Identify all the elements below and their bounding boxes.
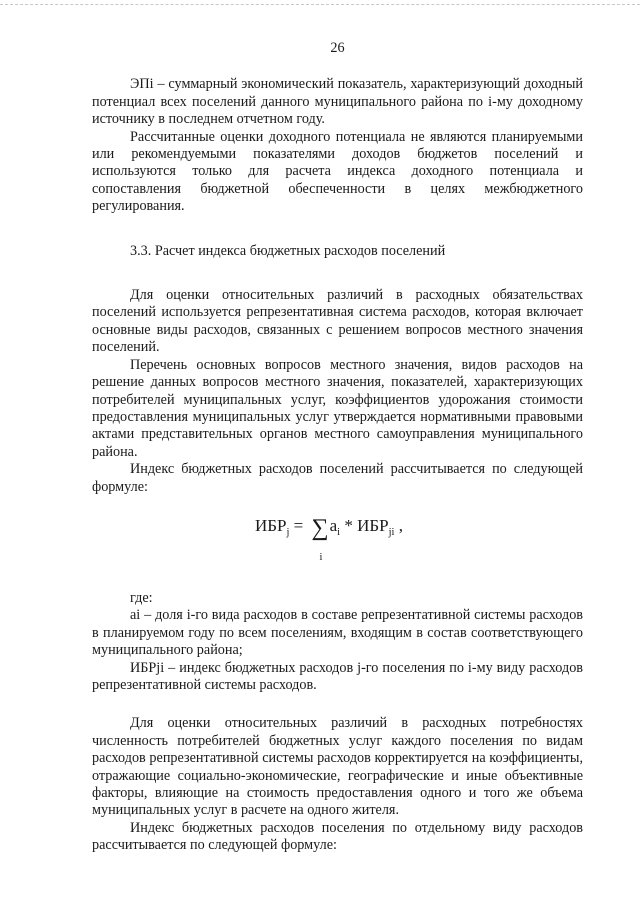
sum-symbol [311,514,329,563]
formula-share-subscript: i [337,526,341,538]
page-number: 26 [330,40,345,56]
paragraph-gap [92,694,583,715]
formula-comma: , [398,515,403,535]
where-label: где: [130,589,153,606]
paragraph-list-of-issues: Перечень основных вопросов местного значения, видов расходов на решение данных вопросов местного значения, показателей, характеризующих потребителей муниципальных услуг, коэффициентов удорожания стоимости предоставления муниципальных услуг утверждается нормативными правовыми актами представительных органов местного самоуправления муниципального района. [92,356,583,460]
paragraph-representative-system: Для оценки относительных различий в расходных обязательствах поселений используется репрезентативная система расходов, которая включает основные виды расходов, связанных с решением вопросов местного значения поселений. [92,287,583,356]
paragraph-index-formula-intro: Индекс бюджетных расходов поселений рассчитывается по следующей формуле: [92,461,583,495]
formula-equals: = [293,515,304,535]
sum-index: i [319,551,323,563]
formula-lhs: ИБР [255,515,287,535]
sigma-glyph: ∑ [311,514,329,541]
formula-rhs-subscript: ji [388,526,395,538]
formula-times: * [344,515,353,535]
formula-share: a [329,515,338,535]
scan-top-border [0,4,640,5]
formula-lhs-subscript: j [286,526,290,538]
formula-rhs: ИБР [357,515,389,535]
formula-block [92,516,583,574]
paragraph-next-formula-intro: Индекс бюджетных расходов поселения по отдельному виду расходов рассчитывается по следующей формуле: [92,819,583,854]
budget-expenditure-index-formula [255,514,403,563]
document-page [92,40,583,855]
paragraph-revenue-estimates: Рассчитанные оценки доходного потенциала не являются планируемыми или рекомендуемыми показателями доходов бюджетов поселений и используются только для расчета индекса доходного потенциала и сопоставления бюджетной обеспеченности в целях межбюджетного регулирования. [92,128,583,215]
paragraph-consumer-adjustment: Для оценки относительных различий в расходных потребностях численность потребителей бюджетных услуг каждого поселения по видам расходов репрезентативной системы расходов корректируется на коэффициенты, отражающие социально-экономические, географические и иные объективные факторы, влияющие на стоимость предоставления одного и того же объема муниципальных услуг в расчете на одного жителя. [92,715,583,819]
definition-ibr-ji: ИБРji – индекс бюджетных расходов j-го поселения по i-му виду расходов репрезентативной системы расходов. [92,659,583,693]
section-heading: 3.3. Расчет индекса бюджетных расходов поселений [130,242,446,259]
paragraph-ep-definition: ЭПi – суммарный экономический показатель, характеризующий доходный потенциал всех поселений данного муниципального района по i-му доходному источнику в последнем отчетном году. [92,76,583,128]
definition-ai: ai – доля i-го вида расходов в составе репрезентативной системы расходов в планируемом году по всем поселениям, входящим в состав соответствующего муниципального района; [92,607,583,659]
